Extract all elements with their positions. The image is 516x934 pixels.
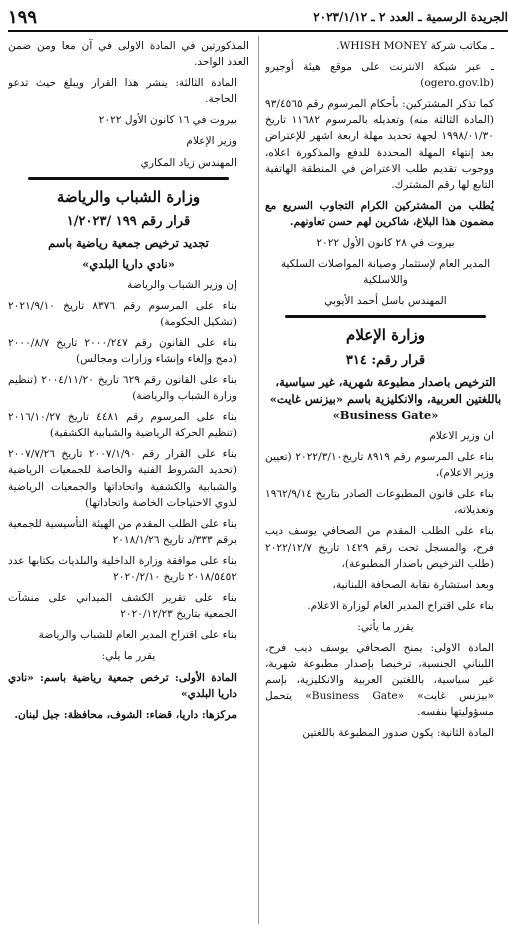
decree-line: ان وزير الاعلام	[429, 429, 494, 442]
decree-line: إن وزير الشباب والرياضة	[127, 278, 237, 291]
decree-subject: تجديد ترخيص جمعية رياضية باسم	[48, 236, 209, 251]
decree-line: بناء على القانون رقم ٦٢٩ تاريخ ٢٠٠٤/١١/٢٠ (تنظيم وزارة الشباب والرياضة)	[8, 374, 237, 403]
article: المادة الثالثة: ينشر هذا القرار ويبلغ حيث تدعو الحاجة.	[8, 77, 237, 106]
column-divider	[258, 36, 259, 924]
ministry-heading: وزارة الشباب والرياضة	[56, 187, 201, 206]
notice-paragraph: يُطلب من المشتركين الكرام التجاوب السريع مع مضمون هذا البلاغ، شاكرين لهم حسن تعاونهم.	[265, 199, 494, 228]
left-column	[8, 38, 249, 932]
article: مركزها: داريا، قضاء: الشوف، محافظة: جبل لبنان.	[14, 708, 237, 721]
gazette-title: الجريدة الرسمية ـ العدد ٢ ـ ٢٠٢٣/١/١٢	[313, 10, 508, 24]
decree-line: يقرر ما يأتي:	[357, 620, 414, 633]
notice-paragraph: كما تذكر المشتركين: بأحكام المرسوم رقم ٩٣/٤٥٦٥ (المادة الثالثة منه) وتعديله بالمرسوم ١١٦٨٢ تاريخ ١٩٩٨/٠١/٣٠ لجهة تحديد مهلة اربعة اشهر للإعتراض بعد إنتهاء المهلة المحددة للدفع والمذكورة اعلاه، ووجوب تقديم طلب الاعتراض في المنطقة الهاتفية التابع لها رقم المشترك.	[265, 98, 494, 191]
decree-subject-name: «نادي داريا البلدي»	[82, 256, 175, 271]
decree-line: بناء على الطلب المقدم من الهيئة التأسيسية للجمعية برقم ٣٣٣/د تاريخ ٢٠١٨/١/٢٦	[8, 517, 237, 546]
right-column	[265, 38, 506, 932]
decree-line: بناء على قانون المطبوعات الصادر بتاريخ ١٩٦٢/٩/١٤ وتعديلاته،	[265, 488, 494, 517]
decree-number: قرار رقم: ٣١٤	[345, 353, 426, 369]
decree-number: قرار رقم ١٩٩ /١/٢٠٢٣	[66, 214, 191, 230]
article: المادة الأولى: ترخص جمعية رياضية باسم: «نادي داريا البلدي»	[8, 671, 237, 700]
signatory-name: المهندس باسل أحمد الأيوبي	[324, 295, 447, 308]
notice-line: ـ مكاتب شركة WHISH MONEY.	[336, 40, 494, 52]
decree-line: بناء على المرسوم رقم ٨٩١٩ تاريخ٢٠٢٢/٣/١٠ (تعيين وزير الاعلام)،	[265, 451, 494, 480]
decree-line: بناء على الطلب المقدم من الصحافي يوسف ديب فرح، والمسجل تحت رقم ١٤٢٩ تاريخ ٢٠٢٢/١٢/٧ (طلب الترخيص باصدار المطبوعة)،	[265, 525, 494, 570]
section-rule	[28, 177, 229, 180]
decree-line: بناء على المرسوم رقم ٤٤٨١ تاريخ ٢٠١٦/١٠/٢٧ (تنظيم الحركة الرياضية والشبابية الكشفية)	[8, 411, 237, 440]
signature-date: بيروت في ١٦ كانون الأول ٢٠٢٢	[98, 114, 237, 127]
decree-line: يقرر ما يلي:	[101, 650, 156, 663]
notice-line: ـ عبر شبكة الانترنت على موقع هيئة أوجيرو (ogero.gov.lb)	[265, 61, 494, 90]
section-rule	[285, 315, 486, 318]
decree-line: بناء على موافقة وزارة الداخلية والبلديات بكتابها عدد ٢٠١٨/٥٤٥٢ تاريخ ٢٠٢٠/٢/١٠	[8, 554, 237, 584]
page-number: ١٩٩	[8, 6, 38, 28]
decree-line: بناء على القرار رقم ٢٠٠٧/١/٩٠ تاريخ ٢٠٠٧/٧/٢٦ (تحديد الشروط الفنية والخاصة للجمعيات الرياضية والشبابية والكشفية واتحاداتها والجمعيات الرياضية لذوي الاحتياجات الخاصة واتحاداتها)	[8, 448, 237, 509]
ministry-heading: وزارة الإعلام	[346, 326, 425, 345]
decree-line: بناء على المرسوم رقم ٨٣٧٦ تاريخ ٢٠٢١/٩/١٠ (تشكيل الحكومة)	[8, 299, 237, 328]
article: المادة الاولى: يمنح الصحافي يوسف ديب فرح، اللبناني الجنسية، ترخيصا بإصدار مطبوعة شهرية، غير سياسية، باللغتين العربية والانكليزية، بإسم «بيزنس غايت» «Business Gate» يتحمل مسؤوليتها بنفسه.	[265, 642, 494, 719]
article: المادة الثانية: يكون صدور المطبوعة باللغتين	[302, 727, 494, 740]
decree-line: بناء على اقتراح المدير العام للشباب والرياضة	[38, 629, 237, 642]
article-continuation: المذكورتين في المادة الاولى في آن معا ومن ضمن العدد الواحد.	[8, 40, 249, 69]
decree-subject: الترخيص باصدار مطبوعة شهرية، غير سياسية، باللغتين العربية، والانكليزية باسم «بيزنس غايت» «Business Gate»	[269, 374, 502, 423]
signature-date: بيروت في ٢٨ كانون الأول ٢٠٢٢	[316, 237, 455, 250]
decree-line: بناء على تقرير الكشف الميداني على منشآت الجمعية بتاريخ ٢٠٢٠/١٢/٢٣	[8, 592, 237, 621]
signatory-name: المهندس زياد المكاري	[140, 156, 237, 169]
signatory-title: المدير العام لإستثمار وصيانة المواصلات السلكية واللاسلكية	[280, 258, 491, 287]
decree-line: بناء على اقتراح المدير العام لوزارة الاعلام.	[307, 599, 494, 612]
decree-line: وبعد استشارة نقابة الصحافة اللبنانية،	[332, 578, 494, 591]
decree-line: بناء على القانون رقم ٢٠٠٠/٢٤٧ تاريخ ٢٠٠٠/٨/٧ (دمج وإلغاء وإنشاء وزارات ومجالس)	[8, 336, 237, 365]
signatory-title: وزير الإعلام	[186, 135, 237, 148]
page-header	[8, 4, 508, 32]
